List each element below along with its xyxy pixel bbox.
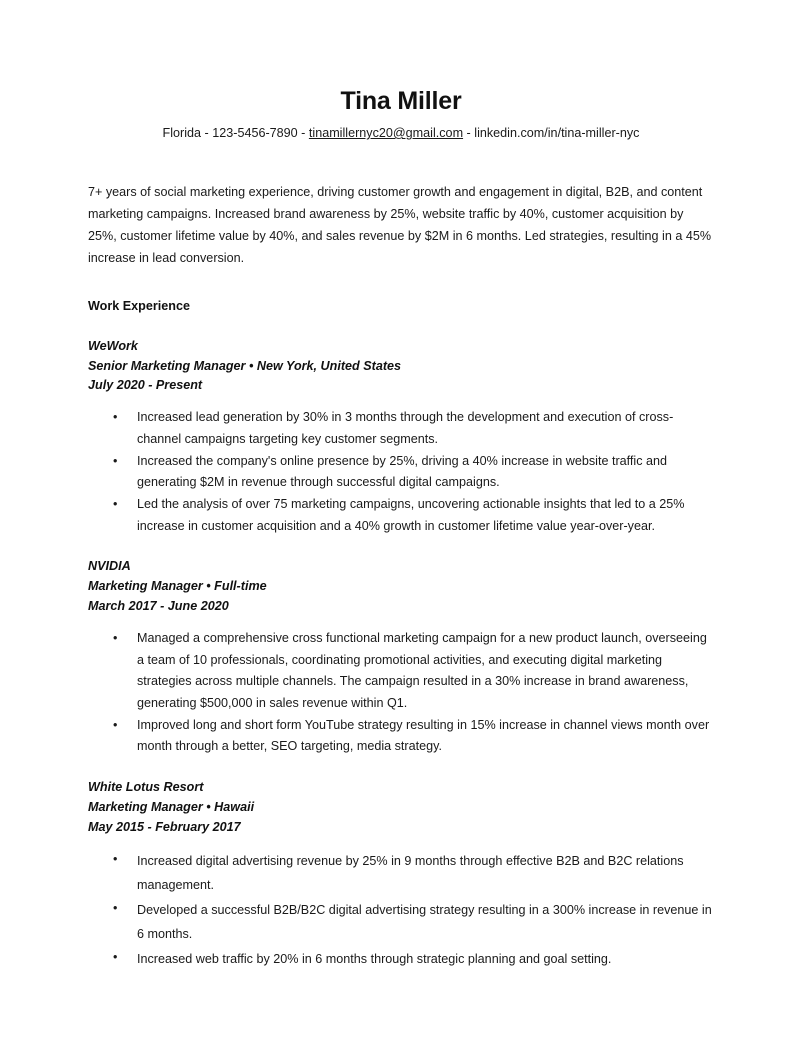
job-dates: July 2020 - Present <box>88 378 203 393</box>
contact-line <box>88 116 714 141</box>
job-bullet-list <box>88 617 714 758</box>
bullet-text: Increased lead generation by 30% in 3 months through the development and execution of cross-channel campaigns targeting key customer segments. <box>137 410 674 446</box>
bullet-icon: • <box>113 949 118 964</box>
list-item <box>88 407 714 450</box>
section-heading-work-experience: Work Experience <box>88 299 190 314</box>
contact-separator-3: - <box>463 126 475 140</box>
job-role: Marketing Manager • Hawaii <box>88 799 255 814</box>
job-entry <box>88 317 714 538</box>
job-bullet-list <box>88 838 714 972</box>
bullet-text: Led the analysis of over 75 marketing campaigns, uncovering actionable insights that led to a 25% increase in customer acquisition and a 40% growth in customer lifetime value year-over-year. <box>137 496 685 533</box>
contact-separator-2: - <box>297 126 309 140</box>
list-item <box>88 715 714 758</box>
job-role: Marketing Manager • Full-time <box>88 579 267 594</box>
contact-email-link[interactable]: tinamillernyc20@gmail.com <box>308 126 464 140</box>
list-item <box>88 451 714 494</box>
bullet-text: Increased digital advertising revenue by 25% in 9 months through effective B2B and B2C relations management. <box>137 853 684 893</box>
bullet-icon: • <box>113 496 118 511</box>
bullet-icon: • <box>113 453 118 468</box>
list-item <box>88 849 714 898</box>
list-item <box>88 628 714 715</box>
list-item <box>88 947 714 972</box>
job-dates: May 2015 - February 2017 <box>88 819 241 834</box>
bullet-icon: • <box>113 630 118 645</box>
job-role: Senior Marketing Manager • New York, United States <box>88 358 402 373</box>
job-company: WeWork <box>88 338 138 353</box>
bullet-icon: • <box>113 851 118 866</box>
contact-phone: 123-5456-7890 <box>212 126 298 140</box>
job-dates: March 2017 - June 2020 <box>88 599 229 614</box>
contact-location: Florida <box>162 126 202 140</box>
candidate-name: Tina Miller <box>340 87 462 115</box>
bullet-text: Improved long and short form YouTube strategy resulting in 15% increase in channel views month over month through a better, SEO targeting, media strategy. <box>137 717 710 754</box>
bullet-icon: • <box>113 717 118 732</box>
bullet-text: Developed a successful B2B/B2C digital advertising strategy resulting in a 300% increase in revenue in 6 months. <box>137 902 712 942</box>
job-company: NVIDIA <box>88 559 131 574</box>
professional-summary: 7+ years of social marketing experience, driving customer growth and engagement in digital, B2B, and content marketing campaigns. Increased brand awareness by 25%, website traffic by 40%, customer acquisition by 25%, customer lifetime value by 40%, and sales revenue by $2M in 6 months. Led strategies, resulting in a 45% increase in lead conversion. <box>88 185 712 266</box>
bullet-icon: • <box>113 900 118 915</box>
bullet-icon: • <box>113 410 118 425</box>
job-bullet-list <box>88 396 714 537</box>
resume-content <box>88 0 714 971</box>
contact-separator-1: - <box>201 126 213 140</box>
bullet-text: Increased the company's online presence by 25%, driving a 40% increase in website traffic and generating $2M in revenue through successful digital campaigns. <box>137 453 668 490</box>
job-entry <box>88 537 714 758</box>
job-entry <box>88 758 714 971</box>
list-item <box>88 494 714 537</box>
list-item <box>88 898 714 947</box>
job-company: White Lotus Resort <box>88 779 204 794</box>
bullet-text: Managed a comprehensive cross functional marketing campaign for a new product launch, overseeing a team of 10 professionals, coordinating promotional activities, and executing digital marketing strategies across multiple channels. The campaign resulted in a 30% increase in brand awareness, generating $500,000 in sales revenue within Q1. <box>137 630 707 710</box>
contact-linkedin-link[interactable]: linkedin.com/in/tina-miller-nyc <box>474 126 640 140</box>
bullet-text: Increased web traffic by 20% in 6 months through strategic planning and goal setting. <box>137 951 612 966</box>
